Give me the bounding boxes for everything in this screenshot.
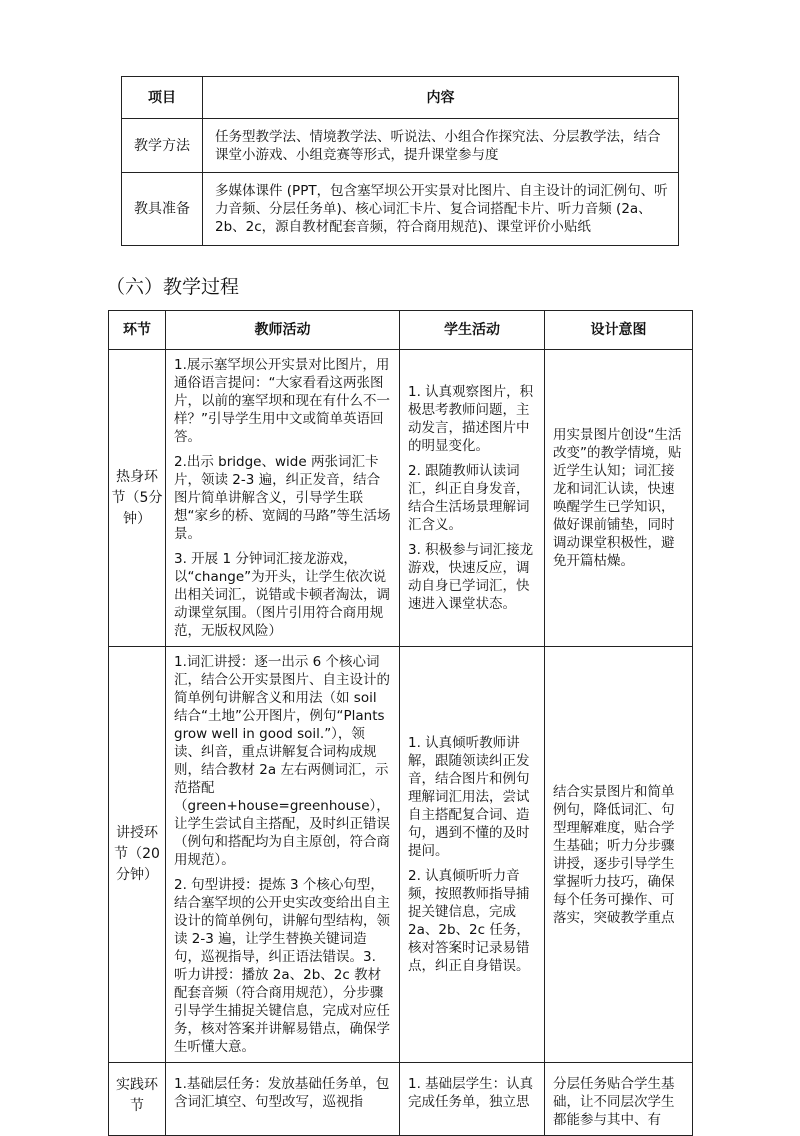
teacher-warmup-step: 2.出示 bridge、wide 两张词汇卡片，领读 2-3 遍，纠正发音，结合图片简单讲解含义，引导学生联想“家乡的桥、宽阔的马路”等生活场景。 [174,454,391,542]
student-warmup-step: 2. 跟随教师认读词汇，纠正自身发音，结合生活场景理解词汇含义。 [408,463,530,533]
header-content: 内容 [203,77,679,119]
student-lecture [400,647,545,1063]
student-lecture-step: 2. 认真倾听听力音频，按照教师指导捕捉关键信息，完成 2a、2b、2c 任务，核对答案时记录易错点，纠正自身错误。 [408,868,530,974]
section-title: （六）教学过程 [106,276,240,298]
row-content-tools: 多媒体课件 (PPT，包含塞罕坝公开实景对比图片、自主设计的词汇例句、听力音频、分层任务单)、核心词汇卡片、复合词搭配卡片、听力音频 (2a、2b、2c，源自教材配套音频，符合商用规范)、课堂评价小贴纸 [203,173,679,246]
teacher-practice-step: 1.基础层任务：发放基础任务单，包含词汇填空、句型改写，巡视指 [174,1076,390,1110]
teacher-warmup-step: 1.展示塞罕坝公开实景对比图片，用通俗语言提问：“大家看看这两张图片，以前的塞罕坝和现在有什么不一样？”引导学生用中文或简单英语回答。 [174,357,390,445]
row-label-methods: 教学方法 [122,119,203,173]
teacher-lecture-step: 2. 句型讲授：提炼 3 个核心句型，结合塞罕坝的公开史实改变给出自主设计的简单例句，讲解句型结构，领读 2-3 遍，让学生替换关键词造句，巡视指导，纠正语法错误。3. 听力讲授：播放 2a、2b、2c 教材配套音频（符合商用规范），分步骤引导学生捕捉关键信息，完成对应任务，核对答案并讲解易错点，确保学生听懂大意。 [174,877,390,1055]
header-stage: 环节 [109,311,166,350]
header-item: 项目 [122,77,203,119]
student-warmup [400,350,545,647]
intent-lecture: 结合实景图片和简单例句，降低词汇、句型理解难度，贴合学生基础；听力分步骤讲授，逐步引导学生掌握听力技巧，确保每个任务可操作、可落实，突破教学重点 [545,647,693,1063]
stage-warmup: 热身环节（5分钟） [109,350,166,647]
teaching-process-table [108,310,693,1136]
teacher-lecture [166,647,400,1063]
teacher-lecture-step: 1.词汇讲授：逐一出示 6 个核心词汇，结合公开实景图片、自主设计的简单例句讲解含义和用法（如 soil 结合“土地”公开图片，例句“Plants grow well in good soil.”），领读、纠音，重点讲解复合词构成规则，结合教材 2a 左右两侧词汇，示范搭配（green+house=greenhouse），让学生尝试自主搭配，及时纠正错误（例句和搭配均为自主原创，符合商用规范）。 [174,654,390,868]
student-warmup-step: 3. 积极参与词汇接龙游戏，快速反应，调动自身已学词汇，快速进入课堂状态。 [408,542,534,612]
row-label-tools: 教具准备 [122,173,203,246]
teaching-methods-table [121,76,679,246]
header-teacher: 教师活动 [166,311,400,350]
header-student: 学生活动 [400,311,545,350]
intent-practice: 分层任务贴合学生基础，让不同层次学生都能参与其中、有 [545,1063,693,1136]
row-content-methods: 任务型教学法、情境教学法、听说法、小组合作探究法、分层教学法，结合课堂小游戏、小组竞赛等形式，提升课堂参与度 [203,119,679,173]
teacher-practice [166,1063,400,1136]
student-lecture-step: 1. 认真倾听教师讲解，跟随领读纠正发音，结合图片和例句理解词汇用法，尝试自主搭配复合词、造句，遇到不懂的及时提问。 [408,735,530,859]
student-practice [400,1063,545,1136]
header-intent: 设计意图 [545,311,693,350]
teacher-warmup [166,350,400,647]
student-practice-step: 1. 基础层学生：认真完成任务单，独立思 [408,1076,534,1110]
stage-lecture: 讲授环节（20分钟） [109,647,166,1063]
student-warmup-step: 1. 认真观察图片，积极思考教师问题，主动发言，描述图片中的明显变化。 [408,384,534,454]
teacher-warmup-step: 3. 开展 1 分钟词汇接龙游戏，以“change”为开头，让学生依次说出相关词汇，说错或卡顿者淘汰，调动课堂氛围。（图片引用符合商用规范，无版权风险） [174,551,390,639]
stage-practice: 实践环节 [109,1063,166,1136]
intent-warmup: 用实景图片创设“生活改变”的教学情境，贴近学生认知；词汇接龙和词汇认读，快速唤醒学生已学知识，做好课前铺垫，同时调动课堂积极性，避免开篇枯燥。 [545,350,693,647]
